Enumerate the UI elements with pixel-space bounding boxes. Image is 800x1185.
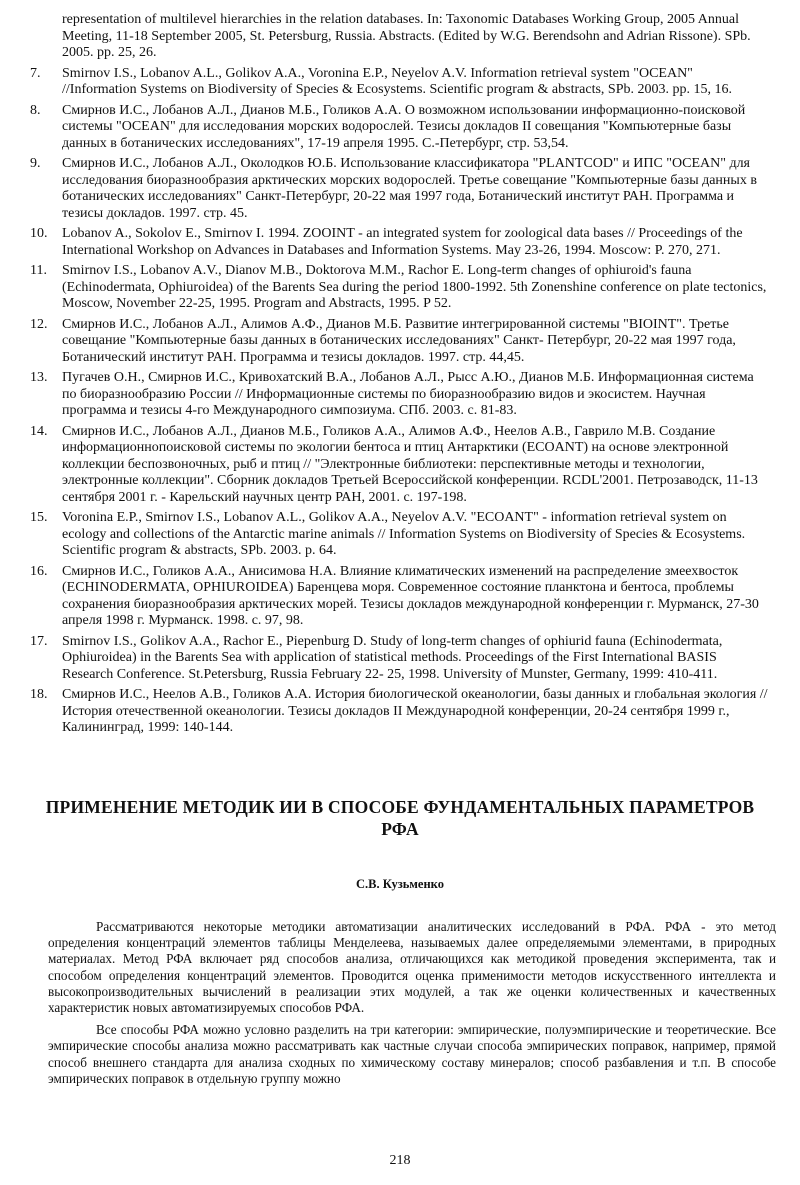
reference-number: 14. <box>30 423 48 439</box>
reference-text: Смирнов И.С., Лобанов А.Л., Околодков Ю.Б. Использование классификатора "PLANTCOD" и ИПС "OCEAN" для исследования биоразнообразия арктических морских водорослей. Третье совещание "Компьютерные базы данных в ботанических исследованиях" Санкт-Петербург, 20-22 мая 1997 года, Ботанический институт РАН. Программа и тезисы докладов. 1997. стр. 45. <box>62 156 757 221</box>
body-paragraph: Рассматриваются некоторые методики автоматизации аналитических исследований в РФА. РФА - это метод определения концентраций элементов таблицы Менделеева, называемых далее определяемыми элементами, в природных материалах. Метод РФА включает ряд способов анализа, отличающихся как методикой проведения эксперимента, так и способом определения концентраций элементов. Проводится оценка применимости методов искусственного интеллекта и высокопроизводительных вычислений в реализации этих модулей, а так же оценки количественных и качественных характеристик новых автоматизируемых способов РФА. <box>48 919 776 1016</box>
reference-text: Smirnov I.S., Golikov A.A., Rachor E., Piepenburg D. Study of long-term changes of ophiurid fauna (Echinodermata, Ophiuroidea) in the Barents Sea with application of statistical methods. Proceedings of the First International BASIS Research Conference. St.Petersburg, Russia February 22- 25, 1998. University of Munster, Germany, 1999: 410-411. <box>62 633 723 682</box>
reference-number: 16. <box>30 563 48 579</box>
reference-text: Lobanov A., Sokolov E., Smirnov I. 1994. ZOOINT - an integrated system for zoological data bases // Proceedings of the International Workshop on Advances in Databases and Information Systems. May 23-26, 1994. Moscow: P. 270, 271. <box>62 226 743 258</box>
reference-number: 10. <box>30 226 48 241</box>
reference-item <box>30 634 770 684</box>
reference-item <box>30 317 770 367</box>
reference-item <box>30 687 770 737</box>
reference-text: Смирнов И.С., Голиков А.А., Анисимова Н.А. Влияние климатических изменений на распределение змеехвосток (ECHINODERMATA, OPHIUROIDEA) Баренцева моря. Современное состояние планктона и бентоса, проблемы сохранения биоразнообразия арктических морей. Тезисы докладов международной конференции г. Мурманск, 27-30 апреля 1998 г. Мурманск. 1998. с. 97, 98. <box>62 563 759 628</box>
reference-continuation <box>30 12 770 62</box>
reference-item <box>30 156 770 222</box>
reference-item <box>30 103 770 153</box>
reference-text: Смирнов И.С., Лобанов А.Л., Дианов М.Б., Голиков А.А. О возможном использовании информационно-поисковой системы "OCEAN" для исследования морских водорослей. Тезисы докладов II совещания "Компьютерные базы данных в ботанических исследованиях", 17-19 апреля 1995. С.-Петербург, стр. 53,54. <box>62 102 746 151</box>
reference-item <box>30 424 770 507</box>
reference-number: 8. <box>30 102 41 118</box>
reference-text: Пугачев О.Н., Смирнов И.С., Кривохатский В.А., Лобанов А.Л., Рысс А.Ю., Дианов М.Б. Информационная система по биоразнообразию России // Информационные системы по биоразнообразию видов и экосистем. Научная программа и тезисы 4-го Международного симпозиума. СПб. 2003. с. 81-83. <box>62 370 754 418</box>
reference-number: 9. <box>30 156 41 171</box>
reference-number: 11. <box>30 263 47 278</box>
reference-text: Smirnov I.S., Lobanov A.L., Golikov A.A., Voronina E.P., Neyelov A.V. Information retrieval system "OCEAN" //Information Systems on Biodiversity of Species & Ecosystems. Scientific program & abstracts, SPb. 2003. pp. 15, 16. <box>62 65 732 97</box>
reference-text: representation of multilevel hierarchies in the relation databases. In: Taxonomic Databases Working Group, 2005 Annual Meeting, 11-18 September 2005, St. Petersburg, Russia. Abstracts. (Edited by W.G. Berendsohn and Adrian Rissone). SPb. 2005. pp. 25, 26. <box>62 12 751 60</box>
reference-list <box>30 12 770 741</box>
reference-item <box>30 226 770 259</box>
reference-text: Smirnov I.S., Lobanov A.V., Dianov M.B., Doktorova M.M., Rachor E. Long-term changes of ophiuroid's fauna (Echinodermata, Ophiuroidea) of the Barents Sea during the period 1800-1992. 5th Zonenshine conference on plate tectonics, Moscow, November 22-25, 1995. Program and Abstracts, 1995. P 52. <box>62 263 767 311</box>
reference-number: 18. <box>30 687 48 702</box>
reference-text: Voronina E.P., Smirnov I.S., Lobanov A.L., Golikov A.A., Neyelov A.V. "ECOANT" - information retrieval system on ecology and collections of the Antarctic marine animals // Information Systems on Biodiversity of Species & Ecosystems. Scientific program & abstracts, SPb. 2003. p. 64. <box>62 510 746 558</box>
page-number: 218 <box>389 1153 411 1168</box>
reference-number: 13. <box>30 370 48 385</box>
reference-item <box>30 66 770 99</box>
reference-text: Смирнов И.С., Лобанов А.Л., Дианов М.Б., Голиков А.А., Алимов А.Ф., Неелов А.В., Гаврило М.В. Создание информационнопоисковой системы по экологии бентоса и птиц Антарктики (ECOANT) на основе электронной коллекции беспозвоночных, рыб и птиц // "Электронные библиотеки: перспективные методы и технологии, электронные коллекции". Сборник докладов Третьей Всероссийской конференции. RCDL'2001. Петрозаводск, 11-13 сентября 2001 г. - Карельский научных центр РАН, 2001. с. 197-198. <box>62 423 758 505</box>
reference-number: 12. <box>30 316 48 332</box>
reference-text: Смирнов И.С., Неелов А.В., Голиков А.А. История биологической океанологии, базы данных и глобальная экология // История отечественной океанологии. Тезисы докладов II Международной конференции, 20-24 сентября 1999 г., Калининград, 1999: 140-144. <box>62 687 768 735</box>
reference-item <box>30 263 770 313</box>
article-title: ПРИМЕНЕНИЕ МЕТОДИК ИИ В СПОСОБЕ ФУНДАМЕНТАЛЬНЫХ ПАРАМЕТРОВ РФА <box>45 797 755 839</box>
article-author: С.В. Кузьменко <box>356 877 444 891</box>
body-paragraph: Все способы РФА можно условно разделить на три категории: эмпирические, полуэмпирические и теоретические. Все эмпирические способы анализа можно рассматривать как частные случаи способа эмпирических поправок, например, прямой способ внешнего стандарта для анализа сходных по химическому составу минералов; способ разбавления и т.п. В способе эмпирических поправок в отдельную группу можно <box>48 1022 776 1086</box>
reference-number: 7. <box>30 65 41 81</box>
reference-number: 15. <box>30 510 48 525</box>
reference-item <box>30 564 770 630</box>
reference-item <box>30 370 770 420</box>
article-body <box>48 919 776 1093</box>
reference-text: Смирнов И.С., Лобанов А.Л., Алимов А.Ф., Дианов М.Б. Развитие интегрированной системы "BIOINT". Третье совещание "Компьютерные базы данных в ботанических исследованиях" Санкт- Петербург, 20-22 мая 1997 года, Ботанический институт РАН. Программа и тезисы докладов. 1997. стр. 44,45. <box>62 316 736 365</box>
reference-number: 17. <box>30 633 48 649</box>
reference-item <box>30 510 770 560</box>
